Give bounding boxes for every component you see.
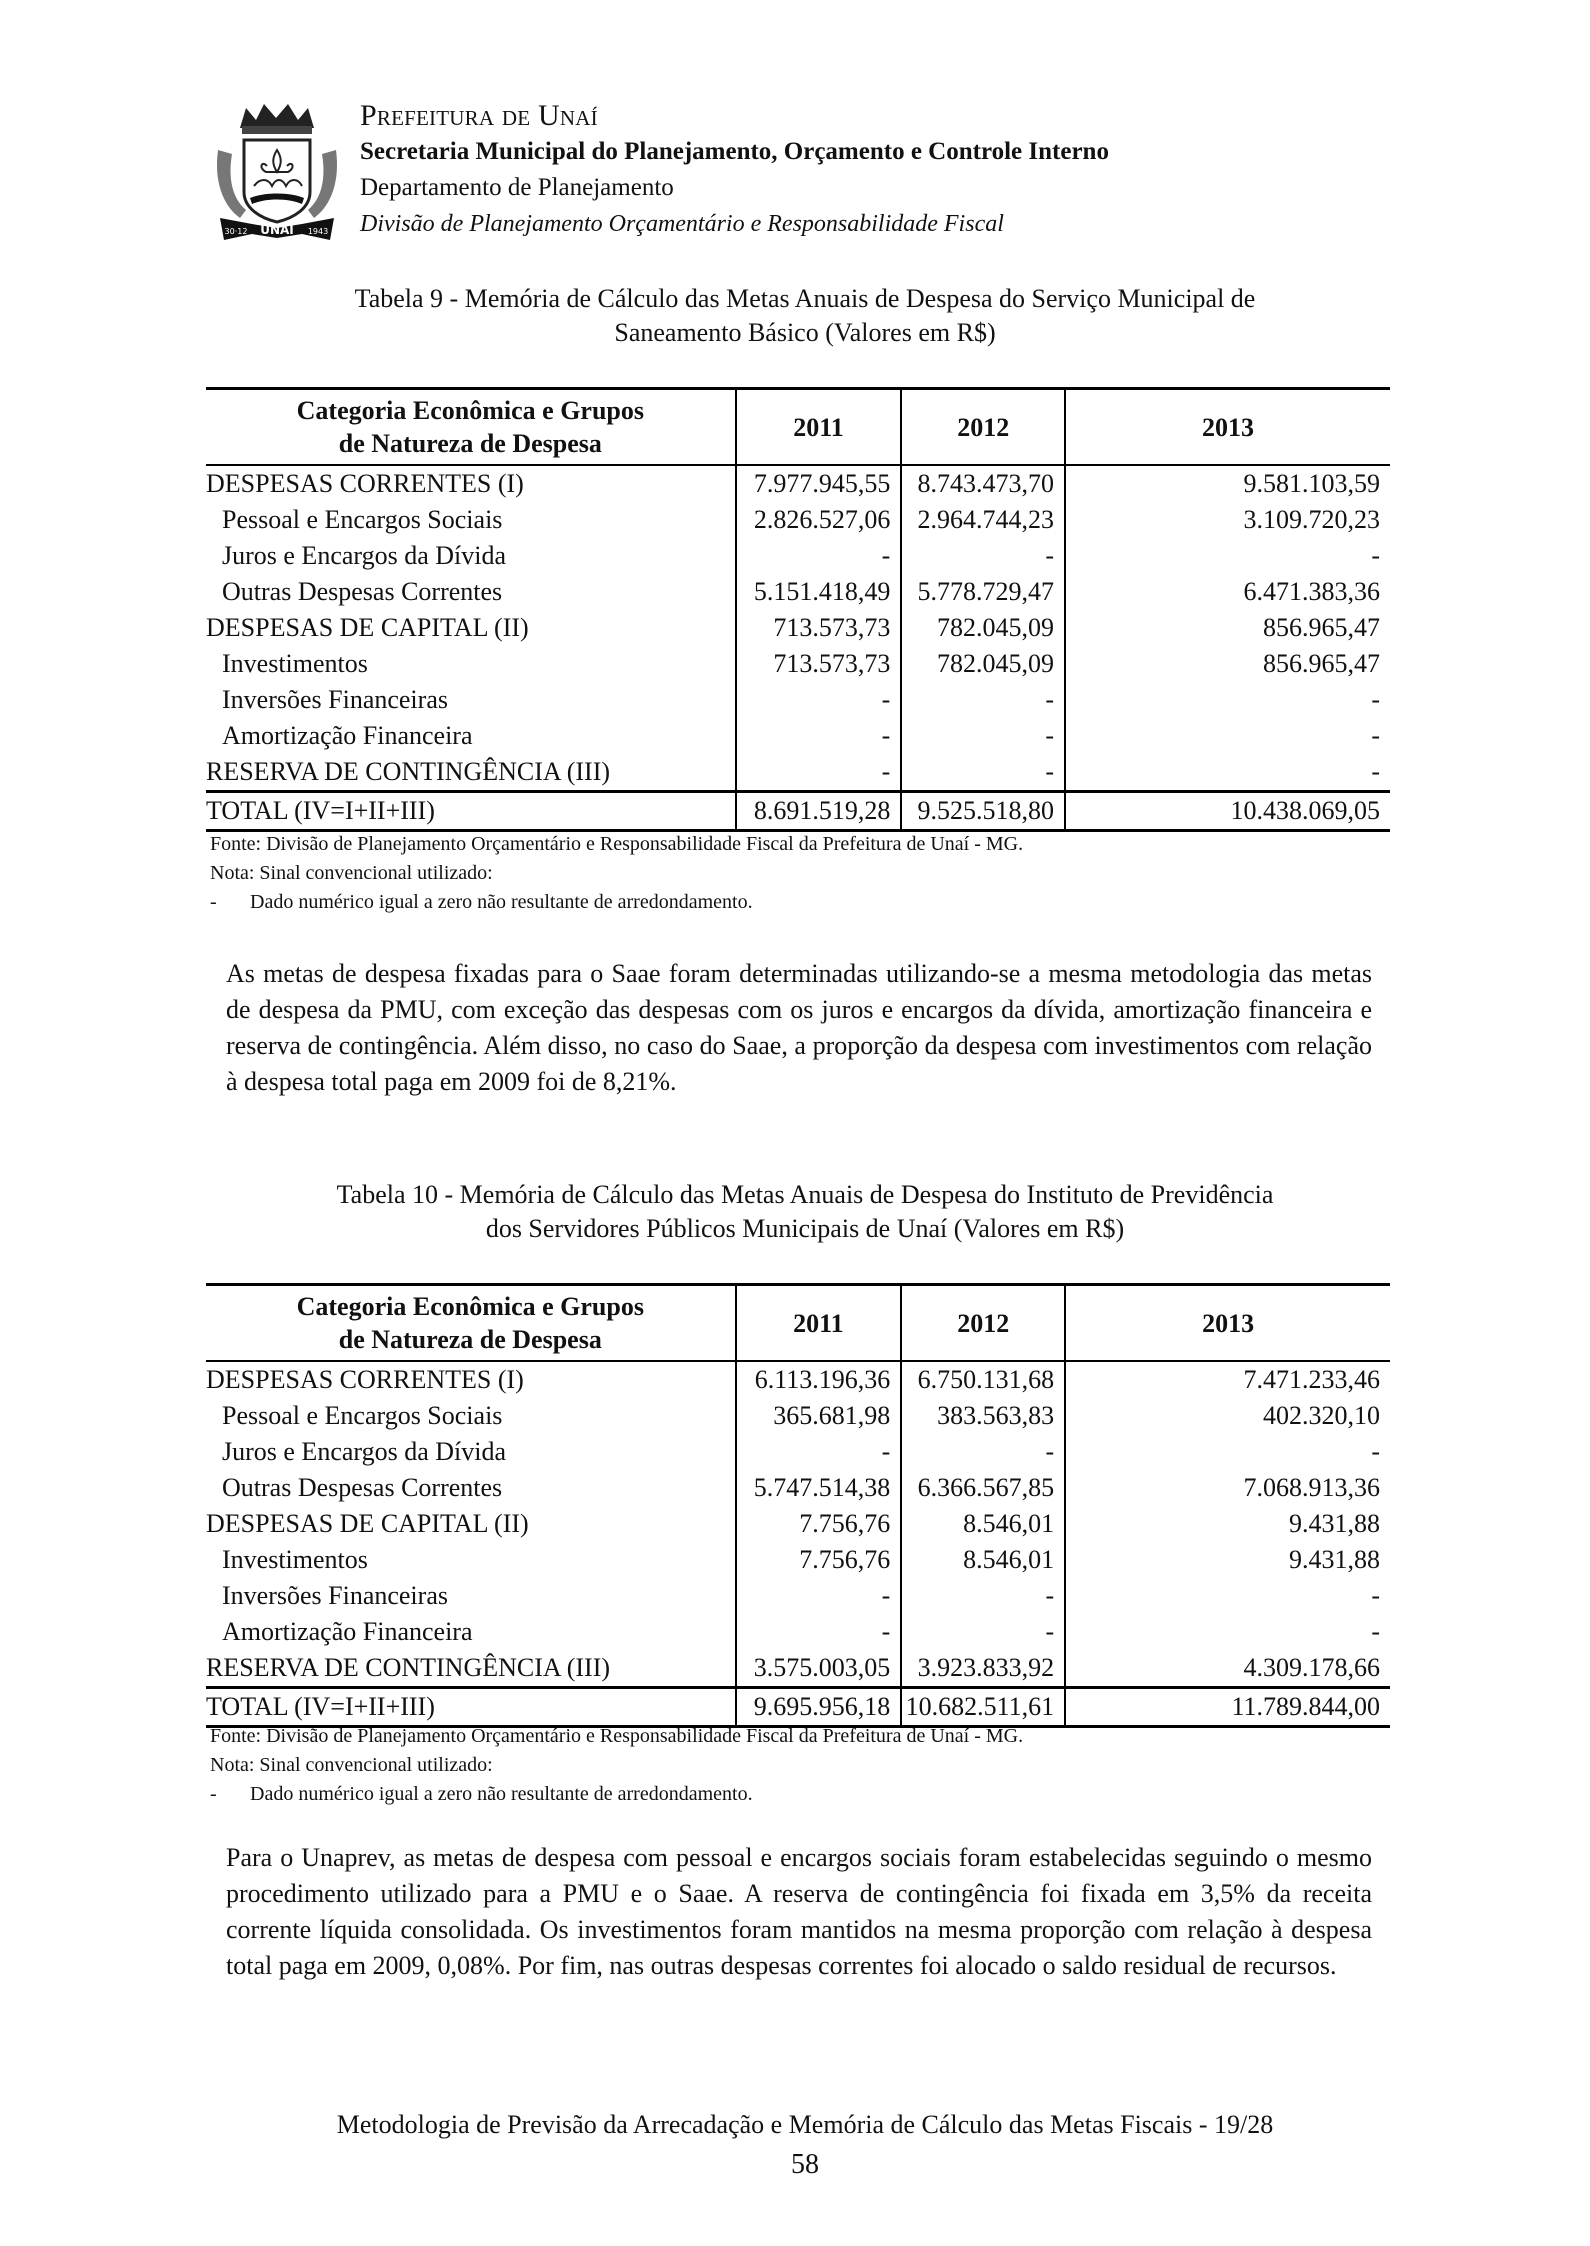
total-2013: 10.438.069,05 bbox=[1065, 792, 1390, 831]
total-2012: 10.682.511,61 bbox=[901, 1688, 1065, 1727]
division-name: Divisão de Planejamento Orçamentário e Responsabilidade Fiscal bbox=[360, 211, 1004, 237]
table-row bbox=[206, 1614, 1390, 1650]
cell-2011: 2.826.527,06 bbox=[736, 502, 902, 538]
table10-caption-line2: dos Servidores Públicos Municipais de Unaí (Valores em R$) bbox=[485, 1214, 1125, 1243]
table-row bbox=[206, 1578, 1390, 1614]
row-label: Inversões Financeiras bbox=[222, 685, 448, 714]
header-line2: de Natureza de Despesa bbox=[338, 429, 602, 458]
table-row bbox=[206, 1434, 1390, 1470]
convention-note: Nota: Sinal convencional utilizado: bbox=[210, 1754, 493, 1776]
cell-2013: 7.471.233,46 bbox=[1065, 1361, 1390, 1398]
column-header-2012: 2012 bbox=[901, 389, 1065, 466]
dash-symbol: - bbox=[210, 1783, 217, 1805]
cell-2011: - bbox=[736, 718, 902, 754]
page-footer: Metodologia de Previsão da Arrecadação e Memória de Cálculo das Metas Fiscais - 19/28 bbox=[336, 2110, 1274, 2139]
column-header-2011: 2011 bbox=[736, 389, 902, 466]
cell-2011: 713.573,73 bbox=[736, 646, 902, 682]
table-row bbox=[206, 1506, 1390, 1542]
table-row bbox=[206, 718, 1390, 754]
table-row bbox=[206, 465, 1390, 502]
column-header-category bbox=[206, 389, 736, 466]
cell-2011: 365.681,98 bbox=[736, 1398, 902, 1434]
source-note: Fonte: Divisão de Planejamento Orçamentário e Responsabilidade Fiscal da Prefeitura de Unaí - MG. bbox=[210, 833, 1024, 855]
row-label: Investimentos bbox=[222, 649, 368, 678]
table-row bbox=[206, 682, 1390, 718]
cell-2011: 5.151.418,49 bbox=[736, 574, 902, 610]
cell-2012: - bbox=[901, 1578, 1065, 1614]
row-label: Amortização Financeira bbox=[222, 1617, 473, 1646]
convention-description: Dado numérico igual a zero não resultante de arredondamento. bbox=[250, 891, 753, 913]
cell-2011: - bbox=[736, 538, 902, 574]
cell-2013: 4.309.178,66 bbox=[1065, 1650, 1390, 1688]
column-header-2011: 2011 bbox=[736, 1285, 902, 1362]
department-name: Departamento de Planejamento bbox=[360, 174, 674, 201]
column-header-2012: 2012 bbox=[901, 1285, 1065, 1362]
row-label: Pessoal e Encargos Sociais bbox=[222, 505, 503, 534]
row-label: DESPESAS DE CAPITAL (II) bbox=[206, 1509, 529, 1538]
cell-2013: - bbox=[1065, 754, 1390, 792]
table9 bbox=[206, 387, 1390, 832]
paragraph-unaprev: Para o Unaprev, as metas de despesa com pessoal e encargos sociais foram estabelecidas seguindo o mesmo procedimento utilizado para a PMU e o Saae. A reserva de contingência foi fixada em 3,5% da receita corrente líquida consolidada. Os investimentos foram mantidos na mesma proporção com relação à despesa total paga em 2009, 0,08%. Por fim, nas outras despesas correntes foi alocado o saldo residual de recursos. bbox=[226, 1843, 1372, 1980]
row-label: Pessoal e Encargos Sociais bbox=[222, 1401, 503, 1430]
dash-symbol: - bbox=[210, 891, 217, 913]
table9-caption-line1: Tabela 9 - Memória de Cálculo das Metas Anuais de Despesa do Serviço Municipal de bbox=[354, 284, 1256, 313]
cell-2013: 3.109.720,23 bbox=[1065, 502, 1390, 538]
cell-2012: - bbox=[901, 1434, 1065, 1470]
row-label: RESERVA DE CONTINGÊNCIA (III) bbox=[206, 757, 611, 786]
cell-2013: 9.431,88 bbox=[1065, 1506, 1390, 1542]
cell-2013: 402.320,10 bbox=[1065, 1398, 1390, 1434]
cell-2011: - bbox=[736, 754, 902, 792]
header-line1: Categoria Econômica e Grupos bbox=[296, 1292, 644, 1321]
letterhead bbox=[360, 98, 1109, 242]
cell-2011: 3.575.003,05 bbox=[736, 1650, 902, 1688]
column-header-2013: 2013 bbox=[1065, 389, 1390, 466]
cell-2012: - bbox=[901, 718, 1065, 754]
table-row bbox=[206, 1470, 1390, 1506]
convention-note: Nota: Sinal convencional utilizado: bbox=[210, 862, 493, 884]
cell-2011: 7.756,76 bbox=[736, 1542, 902, 1578]
row-label: Juros e Encargos da Dívida bbox=[222, 541, 507, 570]
table-total-row bbox=[206, 792, 1390, 831]
svg-text:30·12: 30·12 bbox=[224, 227, 248, 236]
table-total-row bbox=[206, 1688, 1390, 1727]
row-label: DESPESAS CORRENTES (I) bbox=[206, 1365, 524, 1394]
cell-2013: - bbox=[1065, 538, 1390, 574]
total-2011: 8.691.519,28 bbox=[736, 792, 902, 831]
cell-2013: 6.471.383,36 bbox=[1065, 574, 1390, 610]
table-row bbox=[206, 502, 1390, 538]
table-row bbox=[206, 574, 1390, 610]
table-row bbox=[206, 646, 1390, 682]
total-label: TOTAL (IV=I+II+III) bbox=[206, 792, 736, 831]
page-number: 58 bbox=[791, 2149, 819, 2180]
row-label: DESPESAS DE CAPITAL (II) bbox=[206, 613, 529, 642]
table9-caption-line2: Saneamento Básico (Valores em R$) bbox=[614, 318, 996, 347]
table10 bbox=[206, 1283, 1390, 1728]
cell-2012: 2.964.744,23 bbox=[901, 502, 1065, 538]
cell-2011: - bbox=[736, 682, 902, 718]
cell-2013: - bbox=[1065, 718, 1390, 754]
cell-2013: 7.068.913,36 bbox=[1065, 1470, 1390, 1506]
column-header-2013: 2013 bbox=[1065, 1285, 1390, 1362]
column-header-category bbox=[206, 1285, 736, 1362]
cell-2011: 7.756,76 bbox=[736, 1506, 902, 1542]
header-line2: de Natureza de Despesa bbox=[338, 1325, 602, 1354]
convention-item bbox=[210, 888, 1023, 917]
table-row bbox=[206, 610, 1390, 646]
row-label: Juros e Encargos da Dívida bbox=[222, 1437, 507, 1466]
table-row bbox=[206, 1650, 1390, 1688]
row-label: Inversões Financeiras bbox=[222, 1581, 448, 1610]
table-row bbox=[206, 754, 1390, 792]
cell-2011: - bbox=[736, 1434, 902, 1470]
table-header-row bbox=[206, 389, 1390, 466]
svg-text:UNAÍ: UNAÍ bbox=[260, 223, 294, 237]
row-label: RESERVA DE CONTINGÊNCIA (III) bbox=[206, 1653, 611, 1682]
table-row bbox=[206, 538, 1390, 574]
cell-2011: 5.747.514,38 bbox=[736, 1470, 902, 1506]
total-2013: 11.789.844,00 bbox=[1065, 1688, 1390, 1727]
cell-2012: 782.045,09 bbox=[901, 646, 1065, 682]
cell-2011: - bbox=[736, 1614, 902, 1650]
table10-caption bbox=[220, 1178, 1390, 1246]
paragraph-saae: As metas de despesa fixadas para o Saae foram determinadas utilizando-se a mesma metodologia das metas de despesa da PMU, com exceção das despesas com os juros e encargos da dívida, amortização financeira e reserva de contingência. Além disso, no caso do Saae, a proporção da despesa com investimentos com relação à despesa total paga em 2009 foi de 8,21%. bbox=[226, 959, 1372, 1096]
cell-2012: 8.743.473,70 bbox=[901, 465, 1065, 502]
total-2012: 9.525.518,80 bbox=[901, 792, 1065, 831]
cell-2012: 8.546,01 bbox=[901, 1542, 1065, 1578]
cell-2012: 782.045,09 bbox=[901, 610, 1065, 646]
cell-2013: - bbox=[1065, 1578, 1390, 1614]
cell-2013: 856.965,47 bbox=[1065, 646, 1390, 682]
table-row bbox=[206, 1398, 1390, 1434]
cell-2012: - bbox=[901, 1614, 1065, 1650]
cell-2012: 6.750.131,68 bbox=[901, 1361, 1065, 1398]
cell-2012: - bbox=[901, 754, 1065, 792]
cell-2011: 7.977.945,55 bbox=[736, 465, 902, 502]
convention-item bbox=[210, 1780, 1023, 1809]
total-2011: 9.695.956,18 bbox=[736, 1688, 902, 1727]
total-label: TOTAL (IV=I+II+III) bbox=[206, 1688, 736, 1727]
cell-2011: - bbox=[736, 1578, 902, 1614]
cell-2013: - bbox=[1065, 1614, 1390, 1650]
row-label: DESPESAS CORRENTES (I) bbox=[206, 469, 524, 498]
cell-2012: 3.923.833,92 bbox=[901, 1650, 1065, 1688]
cell-2012: 8.546,01 bbox=[901, 1506, 1065, 1542]
cell-2012: 5.778.729,47 bbox=[901, 574, 1065, 610]
row-label: Investimentos bbox=[222, 1545, 368, 1574]
table9-notes bbox=[210, 830, 1023, 917]
cell-2013: 856.965,47 bbox=[1065, 610, 1390, 646]
cell-2012: - bbox=[901, 682, 1065, 718]
svg-text:1943: 1943 bbox=[307, 227, 329, 236]
table-row bbox=[206, 1361, 1390, 1398]
organization-name: Prefeitura de Unaí bbox=[360, 99, 598, 132]
secretariat-name: Secretaria Municipal do Planejamento, Orçamento e Controle Interno bbox=[360, 138, 1109, 165]
cell-2013: 9.581.103,59 bbox=[1065, 465, 1390, 502]
cell-2012: 6.366.567,85 bbox=[901, 1470, 1065, 1506]
cell-2011: 713.573,73 bbox=[736, 610, 902, 646]
cell-2013: 9.431,88 bbox=[1065, 1542, 1390, 1578]
source-note: Fonte: Divisão de Planejamento Orçamentário e Responsabilidade Fiscal da Prefeitura de Unaí - MG. bbox=[210, 1725, 1024, 1747]
row-label: Amortização Financeira bbox=[222, 721, 473, 750]
cell-2013: - bbox=[1065, 682, 1390, 718]
table9-caption bbox=[220, 282, 1390, 350]
coat-of-arms-logo-icon bbox=[212, 100, 342, 250]
cell-2013: - bbox=[1065, 1434, 1390, 1470]
table10-notes bbox=[210, 1722, 1023, 1809]
cell-2011: 6.113.196,36 bbox=[736, 1361, 902, 1398]
convention-description: Dado numérico igual a zero não resultante de arredondamento. bbox=[250, 1783, 753, 1805]
cell-2012: - bbox=[901, 538, 1065, 574]
table-row bbox=[206, 1542, 1390, 1578]
header-line1: Categoria Econômica e Grupos bbox=[296, 396, 644, 425]
table-header-row bbox=[206, 1285, 1390, 1362]
row-label: Outras Despesas Correntes bbox=[222, 1473, 503, 1502]
cell-2012: 383.563,83 bbox=[901, 1398, 1065, 1434]
row-label: Outras Despesas Correntes bbox=[222, 577, 503, 606]
table10-caption-line1: Tabela 10 - Memória de Cálculo das Metas Anuais de Despesa do Instituto de Previdência bbox=[336, 1180, 1274, 1209]
